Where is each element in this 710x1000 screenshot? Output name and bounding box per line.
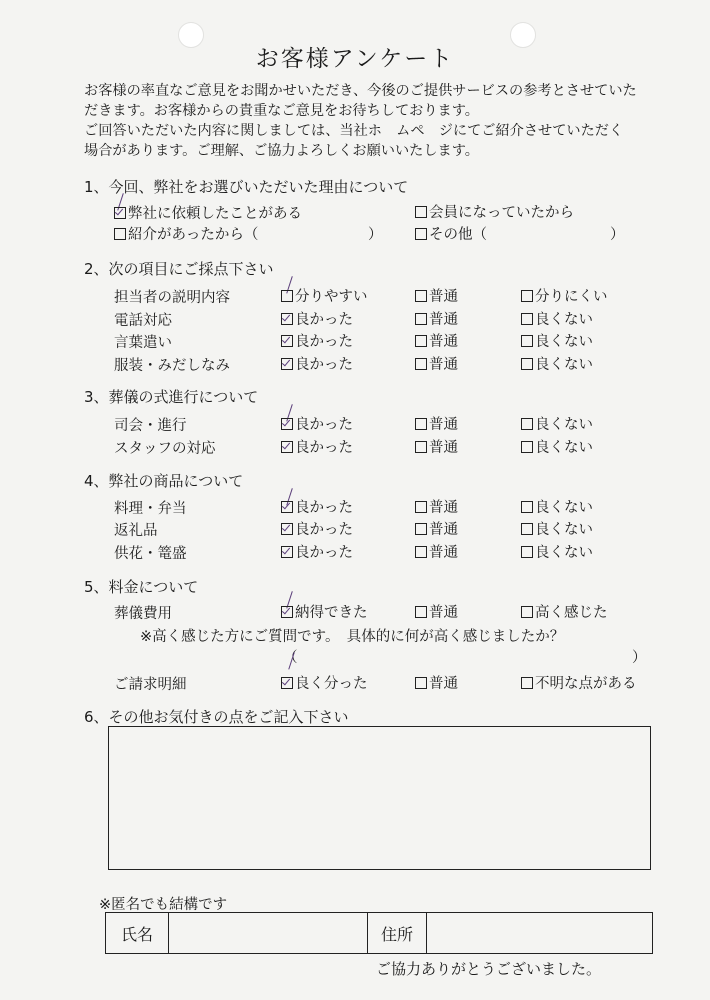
checkbox-icon[interactable] — [521, 335, 533, 347]
option-label: 良くない — [535, 440, 593, 456]
q4-row-label: 返礼品 — [114, 523, 158, 539]
option-label: 普通 — [429, 417, 458, 433]
paren-close: ） — [368, 227, 383, 243]
checkbox-icon[interactable] — [415, 501, 427, 513]
option-label: 分りにくい — [535, 289, 608, 305]
q4-row3-option-b[interactable] — [415, 541, 458, 562]
paren-close: ） — [632, 650, 647, 666]
checkbox-icon[interactable] — [415, 546, 427, 558]
q3-row1-option-c[interactable] — [521, 413, 593, 434]
q5-fee-option-a[interactable] — [281, 601, 368, 622]
q4-row2-option-b[interactable] — [415, 518, 458, 539]
name-address-table — [105, 912, 653, 954]
option-label: 良くない — [535, 312, 593, 328]
option-label: 普通 — [429, 289, 458, 305]
q2-row-label: 電話対応 — [114, 313, 172, 329]
checkbox-icon[interactable] — [281, 546, 293, 558]
option-label: 良かった — [295, 440, 353, 456]
option-label: 良かった — [295, 417, 353, 433]
checkbox-icon[interactable] — [114, 228, 126, 240]
option-label: 分りやすい — [295, 289, 368, 305]
option-label: 普通 — [429, 676, 458, 692]
option-label: 良くない — [535, 417, 593, 433]
address-label: 住所 — [368, 913, 427, 953]
checkbox-icon[interactable] — [415, 206, 427, 218]
q3-row-label: スタッフの対応 — [114, 441, 216, 457]
q3-row2-option-c[interactable] — [521, 436, 593, 457]
checkbox-icon[interactable] — [521, 606, 533, 618]
checkbox-icon[interactable] — [521, 501, 533, 513]
intro-line: ご回答いただいた内容に関しましては、当社ホ ムペ ジにてご紹介させていただく — [84, 123, 624, 139]
name-label: 氏名 — [106, 913, 169, 953]
q2-row3-option-b[interactable] — [415, 330, 458, 351]
checkbox-icon[interactable] — [521, 418, 533, 430]
checkbox-icon[interactable] — [281, 677, 293, 689]
q1-option-member[interactable] — [415, 201, 574, 222]
checkbox-icon[interactable] — [415, 335, 427, 347]
intro-text — [84, 81, 684, 161]
name-field[interactable] — [169, 913, 368, 953]
q3-row2-option-a[interactable] — [281, 436, 353, 457]
paren-open: （ — [283, 650, 298, 666]
checkbox-icon[interactable] — [281, 441, 293, 453]
q5-row-label: 葬儀費用 — [114, 606, 172, 622]
q2-row-label: 服装・みだしなみ — [114, 358, 230, 374]
option-label: 良くない — [535, 500, 593, 516]
checkbox-icon[interactable] — [521, 358, 533, 370]
q1-option-other[interactable] — [415, 223, 487, 244]
option-label: 良くない — [535, 522, 593, 538]
q4-row3-option-c[interactable] — [521, 541, 593, 562]
q2-row-label: 担当者の説明内容 — [114, 290, 230, 306]
q1-option-used-before[interactable] — [114, 202, 302, 223]
checkbox-icon[interactable] — [521, 290, 533, 302]
intro-line: 場合があります。ご理解、ご協力よろしくお願いいたします。 — [84, 143, 479, 159]
checkbox-icon[interactable] — [415, 677, 427, 689]
q2-row1-option-b[interactable] — [415, 285, 458, 306]
checkbox-icon[interactable] — [281, 606, 293, 618]
q4-row-label: 料理・弁当 — [114, 501, 187, 517]
q1-option-referral[interactable] — [114, 223, 258, 244]
checkbox-icon[interactable] — [415, 418, 427, 430]
option-label: 普通 — [429, 440, 458, 456]
q4-row2-option-a[interactable] — [281, 518, 353, 539]
option-label: 弊社に依頼したことがある — [128, 206, 302, 222]
intro-line: だきます。お客様からの貴重なご意見をお待ちしております。 — [84, 103, 479, 119]
q5-invoice-option-a[interactable] — [281, 672, 368, 693]
q4-row2-option-c[interactable] — [521, 518, 593, 539]
option-label: 良かった — [295, 357, 353, 373]
paren-close: ） — [610, 227, 625, 243]
q4-row3-option-a[interactable] — [281, 541, 353, 562]
checkbox-icon[interactable] — [281, 335, 293, 347]
q3-heading: 3、葬儀の式進行について — [84, 388, 259, 406]
q4-row1-option-c[interactable] — [521, 496, 593, 517]
q5-followup-question: ※高く感じた方にご質問です。 具体的に何が高く感じましたか？ — [140, 629, 565, 645]
q3-row-label: 司会・進行 — [114, 418, 187, 434]
q5-row-label: ご請求明細 — [114, 677, 187, 693]
q5-fee-option-b[interactable] — [415, 601, 458, 622]
option-label: 普通 — [429, 357, 458, 373]
address-field[interactable] — [427, 913, 652, 953]
q4-row-label: 供花・篭盛 — [114, 546, 187, 562]
thanks-message: ご協力ありがとうございました。 — [376, 960, 602, 978]
q3-row2-option-b[interactable] — [415, 436, 458, 457]
checkbox-icon[interactable] — [281, 523, 293, 535]
checkbox-icon[interactable] — [281, 418, 293, 430]
option-label: 良くない — [535, 357, 593, 373]
option-label: 納得できた — [295, 605, 368, 621]
option-label: 良くない — [535, 545, 593, 561]
q2-row2-option-a[interactable] — [281, 308, 353, 329]
checkbox-icon[interactable] — [114, 207, 126, 219]
option-label: 紹介があったから（ — [128, 227, 259, 243]
checkbox-icon[interactable] — [521, 546, 533, 558]
option-label: その他（ — [429, 227, 487, 243]
comment-box[interactable] — [108, 726, 651, 870]
q2-heading: 2、次の項目にご採点下さい — [84, 260, 274, 278]
q2-row4-option-b[interactable] — [415, 353, 458, 374]
q2-row1-option-c[interactable] — [521, 285, 608, 306]
checkbox-icon[interactable] — [415, 606, 427, 618]
anonymous-note: ※匿名でも結構です — [99, 897, 228, 913]
option-label: 良かった — [295, 312, 353, 328]
checkbox-icon[interactable] — [281, 358, 293, 370]
q1-heading: 1、今回、弊社をお選びいただいた理由について — [84, 178, 409, 196]
option-label: 良くない — [535, 334, 593, 350]
checkbox-icon[interactable] — [415, 313, 427, 325]
option-label: 良かった — [295, 522, 353, 538]
q5-invoice-option-b[interactable] — [415, 672, 458, 693]
option-label: 普通 — [429, 522, 458, 538]
checkbox-icon[interactable] — [415, 228, 427, 240]
option-label: 普通 — [429, 500, 458, 516]
q4-row1-option-a[interactable] — [281, 496, 353, 517]
checkbox-icon[interactable] — [521, 441, 533, 453]
q5-heading: 5、料金について — [84, 578, 199, 596]
checkbox-icon[interactable] — [415, 523, 427, 535]
checkbox-icon[interactable] — [281, 501, 293, 513]
q2-row4-option-c[interactable] — [521, 353, 593, 374]
option-label: 普通 — [429, 605, 458, 621]
page-title: お客様アンケート — [255, 46, 455, 72]
option-label: 不明な点がある — [535, 676, 637, 692]
q2-row2-option-c[interactable] — [521, 308, 593, 329]
option-label: 普通 — [429, 312, 458, 328]
q2-row4-option-a[interactable] — [281, 353, 353, 374]
checkbox-icon[interactable] — [521, 313, 533, 325]
q2-row3-option-c[interactable] — [521, 330, 593, 351]
checkbox-icon[interactable] — [415, 290, 427, 302]
option-label: 高く感じた — [535, 605, 608, 621]
checkbox-icon[interactable] — [281, 313, 293, 325]
q2-row3-option-a[interactable] — [281, 330, 353, 351]
q3-row1-option-a[interactable] — [281, 413, 353, 434]
q5-invoice-option-c[interactable] — [521, 672, 637, 693]
q2-row-label: 言葉遣い — [114, 335, 172, 351]
option-label: 普通 — [429, 334, 458, 350]
checkbox-icon[interactable] — [521, 523, 533, 535]
intro-line: お客様の率直なご意見をお聞かせいただき、今後のご提供サービスの参考とさせていた — [84, 83, 637, 99]
q2-row1-option-a[interactable] — [281, 285, 368, 306]
q4-heading: 4、弊社の商品について — [84, 472, 244, 490]
q3-row1-option-b[interactable] — [415, 413, 458, 434]
option-label: 良かった — [295, 500, 353, 516]
checkbox-icon[interactable] — [281, 290, 293, 302]
checkbox-icon[interactable] — [415, 358, 427, 370]
q2-row2-option-b[interactable] — [415, 308, 458, 329]
option-label: 良かった — [295, 545, 353, 561]
q5-fee-option-c[interactable] — [521, 601, 608, 622]
q4-row1-option-b[interactable] — [415, 496, 458, 517]
option-label: 良かった — [295, 334, 353, 350]
checkbox-icon[interactable] — [415, 441, 427, 453]
option-label: 普通 — [429, 545, 458, 561]
checkbox-icon[interactable] — [521, 677, 533, 689]
option-label: 良く分った — [295, 676, 368, 692]
q6-heading: 6、その他お気付きの点をご記入下さい — [84, 708, 349, 726]
option-label: 会員になっていたから — [429, 205, 574, 221]
